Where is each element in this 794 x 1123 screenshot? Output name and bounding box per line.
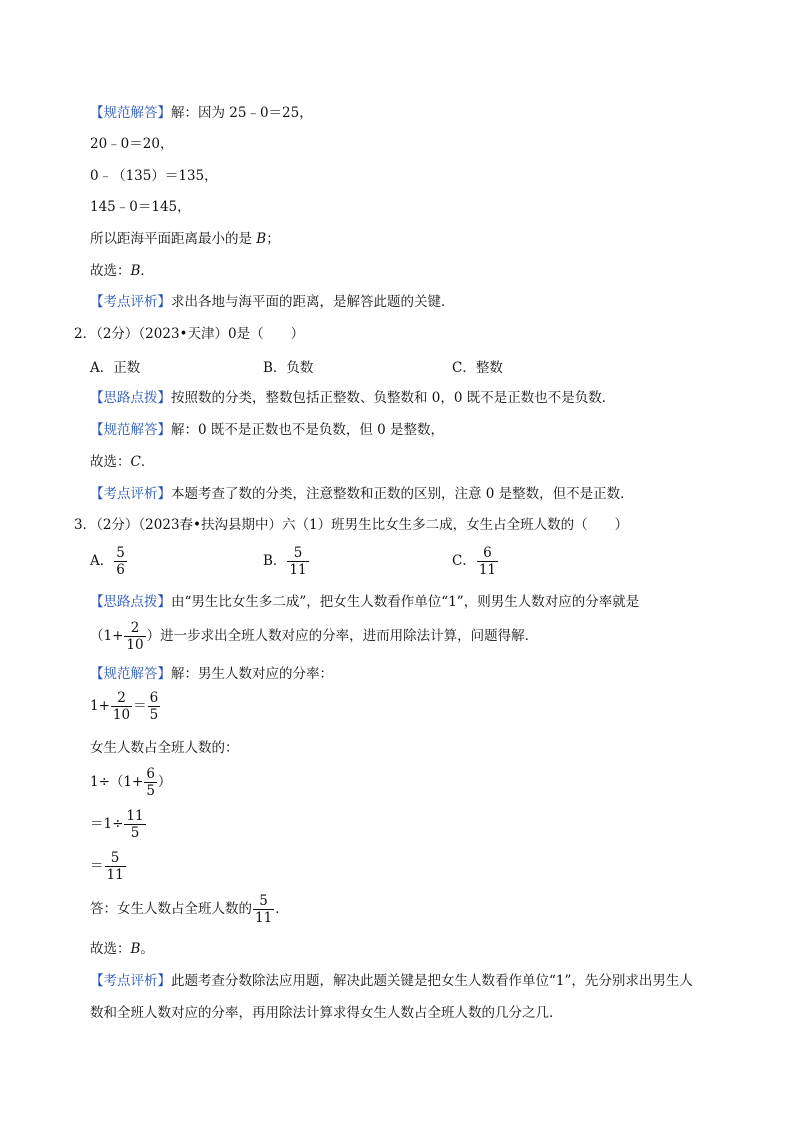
fraction: $\frac{5}{6}$ [116,545,125,578]
q2-option-b: B．负数 [263,360,314,376]
fraction: $\frac{11}{5}$ [126,808,144,841]
q3-hint-line1: 【思路点拨】由“男生比女生多二成”，把女生人数看作单位“1”，则男生人数对应的分率就是 [90,594,640,610]
q3-option-a: A． $\frac{5}{6}$ [90,545,125,578]
hint-tag: 【思路点拨】 [90,390,171,406]
q3-standard-answer: 【规范解答】解：男生人数对应的分率： [90,666,333,682]
q3-analysis-line2: 数和全班人数对应的分率，再用除法计算求得女生人数占全班人数的几分之几． [90,1005,563,1021]
fraction: $\frac{6}{5}$ [146,766,155,799]
fraction: $\frac{5}{11}$ [106,850,124,883]
q3-option-b: B． $\frac{5}{11}$ [263,545,307,578]
q2-option-c: C．整数 [452,360,503,376]
q1-line3: 0﹣（135）＝135， [90,168,218,184]
q3-stem: 3．（2分）（2023春•扶沟县期中）六（1）班男生比女生多二成，女生占全班人数的（ ） [74,517,629,533]
standard-answer-tag: 【规范解答】 [90,105,171,121]
q2-option-a: A．正数 [90,360,141,376]
fraction: $\frac{5}{11}$ [289,545,307,578]
q3-step1: 1+ $\frac{2}{10}$ ＝ $\frac{6}{5}$ [90,690,159,723]
q1-line2: 20﹣0＝20， [90,136,174,152]
fraction: $\frac{6}{11}$ [478,545,497,578]
q1-standard-answer [90,103,313,123]
analysis-tag: 【考点评析】 [90,294,171,310]
q2-choice: 故选：C． [90,454,155,470]
q2-standard-answer: 【规范解答】解：0 既不是正数也不是负数，但 0 是整数， [90,422,445,438]
standard-answer-tag: 【规范解答】 [90,666,171,682]
hint-tag: 【思路点拨】 [90,594,171,610]
q3-analysis-line1: 【考点评析】此题考查分数除法应用题，解决此题关键是把女生人数看作单位“1”，先分别求出男生人 [90,973,693,989]
q3-choice: 故选：B。 [90,941,154,957]
fraction: $\frac{6}{5}$ [149,690,159,723]
q1-line1: 解：因为 25﹣0＝25， [171,105,313,121]
analysis-tag: 【考点评析】 [90,486,171,502]
q1-choice: 故选：B． [90,263,154,279]
q3-step2: 1÷（1+ $\frac{6}{5}$ ） [90,766,172,799]
q3-hint-line2: （1+ $\frac{2}{10}$ ）进一步求出全班人数对应的分率，进而用除法计算，问题得解． [90,620,539,653]
q3-step3: ＝1÷ $\frac{11}{5}$ [90,808,144,841]
standard-answer-tag: 【规范解答】 [90,422,171,438]
fraction: $\frac{2}{10}$ [126,620,144,653]
q1-analysis: 【考点评析】求出各地与海平面的距离，是解答此题的关键． [90,294,455,310]
q2-hint: 【思路点拨】按照数的分类，整数包括正整数、负整数和 0，0 既不是正数也不是负数． [90,390,616,406]
q1-conclusion: 所以距海平面距离最小的是 B； [90,231,280,247]
q3-female-line: 女生人数占全班人数的： [90,740,239,756]
q3-step4: ＝ $\frac{5}{11}$ [90,850,124,883]
q2-analysis: 【考点评析】本题考查了数的分类，注意整数和正数的区别，注意 0 是整数，但不是正数． [90,486,634,502]
analysis-tag: 【考点评析】 [90,973,171,989]
q3-answer: 答：女生人数占全班人数的 $\frac{5}{11}$ ． [90,893,289,926]
q1-line4: 145﹣0＝145， [90,199,191,215]
q2-stem: 2．（2分）（2023•天津）0是（ ） [74,326,305,342]
fraction: $\frac{5}{11}$ [255,893,273,926]
q3-option-c: C． $\frac{6}{11}$ [452,545,497,578]
fraction: $\frac{2}{10}$ [112,690,131,723]
